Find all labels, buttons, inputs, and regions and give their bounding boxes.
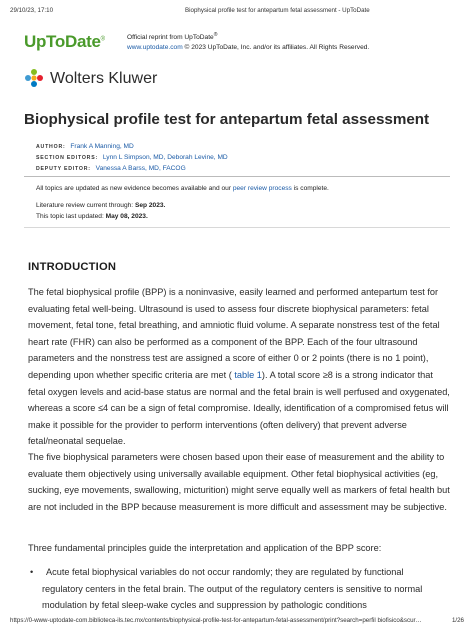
article-title: Biophysical profile test for antepartum fetal assessment — [24, 111, 430, 128]
author-link[interactable]: Frank A Manning, MD — [70, 143, 134, 150]
print-footer-url: https://0-www-uptodate-com.biblioteca-ils.tec.mx/contents/biophysical-profile-test-for-antepartum-fetal-assessment/print?search=perfil biofisico&scur… — [10, 617, 422, 624]
intro-p1-text-after: ). A total score ≥8 is a strong indicator that fetal oxygen levels and acid-base status are normal and the fetal brain is well perfused and oxygenated, whereas a score ≤4 can be a sign of fetal compromise. Ideally, identification of a compromised fetus will make it possible for the provider to perform interventions (often delivery) that prevent adverse fetal/neonatal sequelae. — [28, 369, 450, 447]
reprint-line1: Official reprint from UpToDate — [127, 34, 214, 42]
reprint-url-link[interactable]: www.uptodate.com — [127, 44, 183, 52]
notice-text-before: All topics are updated as new evidence becomes available and our — [36, 185, 233, 192]
table-1-link[interactable]: table 1 — [234, 369, 262, 380]
reprint-notice — [127, 30, 369, 53]
introduction-section — [24, 227, 450, 613]
deputy-editor-link[interactable]: Vanessa A Barss, MD, FACOG — [95, 164, 186, 172]
uptodate-logo-reg: ® — [100, 36, 105, 43]
review-current-label: Literature review current through: — [36, 202, 135, 209]
notice-text-after: is complete. — [291, 185, 329, 192]
bullet-dot-icon: • — [30, 567, 34, 577]
intro-paragraph-3: Three fundamental principles guide the interpretation and application of the BPP score: — [28, 543, 382, 553]
deputy-editor-label: DEPUTY EDITOR: — [36, 165, 91, 172]
publisher-name: Wolters Kluwer — [50, 70, 158, 87]
intro-paragraph-2: The five biophysical parameters were chosen based upon their ease of measurement and the ability to evaluate them objectively using universally available equipment. Other fetal biophysical activities (eg, sucking, eye movements, swallowing, micturition) might serve equally well as markers of fetal health but are not included in the BPP because measurement is more difficult and assessment may be subjective. — [28, 452, 450, 512]
principle-bullet-item — [30, 564, 446, 614]
reprint-reg: ® — [213, 32, 218, 38]
intro-p1-text-before: The fetal biophysical profile (BPP) is a noninvasive, easily learned and performed antepartum test for evaluating fetal well-being. Ultrasound is used to assess four discrete biophysical parameters: fetal movement, fetal tone, fetal breathing, and amniotic fluid volume. A separate nonstress test of the fetal heart rate (FHR) can also be performed as a component of the BPP. Each of the four ultrasound parameters and the nonstress test are assigned a score of either 0 or 2 points (there is no 1 point), depending upon whether specific criteria are met ( — [28, 287, 440, 380]
review-dates — [36, 200, 165, 222]
last-updated-date: May 08, 2023. — [105, 213, 148, 220]
review-current-date: Sep 2023. — [134, 202, 166, 209]
reprint-copyright: © 2023 UpToDate, Inc. and/or its affiliates. All Rights Reserved. — [182, 44, 370, 52]
article-credits — [36, 142, 228, 174]
print-header — [10, 7, 464, 17]
principle-bullet-text: Acute fetal biophysical variables do not occur randomly; they are regulated by functional regulatory centers in the fetal brain. The output of the regulatory centers is sensitive to normal modulation by fetal sleep-wake cycles and suppression by pathologic conditions — [42, 567, 423, 611]
print-page-number: 1/26 — [451, 617, 464, 624]
section-editors-row — [36, 153, 228, 164]
uptodate-logo[interactable] — [24, 32, 105, 52]
print-footer — [10, 617, 464, 627]
uptodate-logo-text: UpToDate — [24, 32, 101, 51]
author-label: AUTHOR: — [36, 144, 66, 150]
wolters-kluwer-mark-icon — [24, 68, 44, 88]
print-datetime: 29/10/23, 17:10 — [10, 7, 54, 14]
print-page-title: Biophysical profile test for antepartum fetal assessment - UpToDate — [185, 7, 370, 14]
update-notice — [36, 185, 329, 192]
brand-row — [24, 30, 454, 60]
divider — [24, 176, 450, 177]
section-editors-label: SECTION EDITORS: — [36, 154, 98, 161]
peer-review-link[interactable]: peer review process — [232, 185, 292, 192]
section-heading: INTRODUCTION — [28, 261, 117, 273]
last-updated-label: This topic last updated: — [36, 213, 106, 220]
author-row — [36, 142, 228, 153]
intro-paragraph-1 — [28, 284, 450, 450]
deputy-editor-row — [36, 164, 228, 175]
section-editors-link[interactable]: Lynn L Simpson, MD, Deborah Levine, MD — [102, 153, 228, 161]
